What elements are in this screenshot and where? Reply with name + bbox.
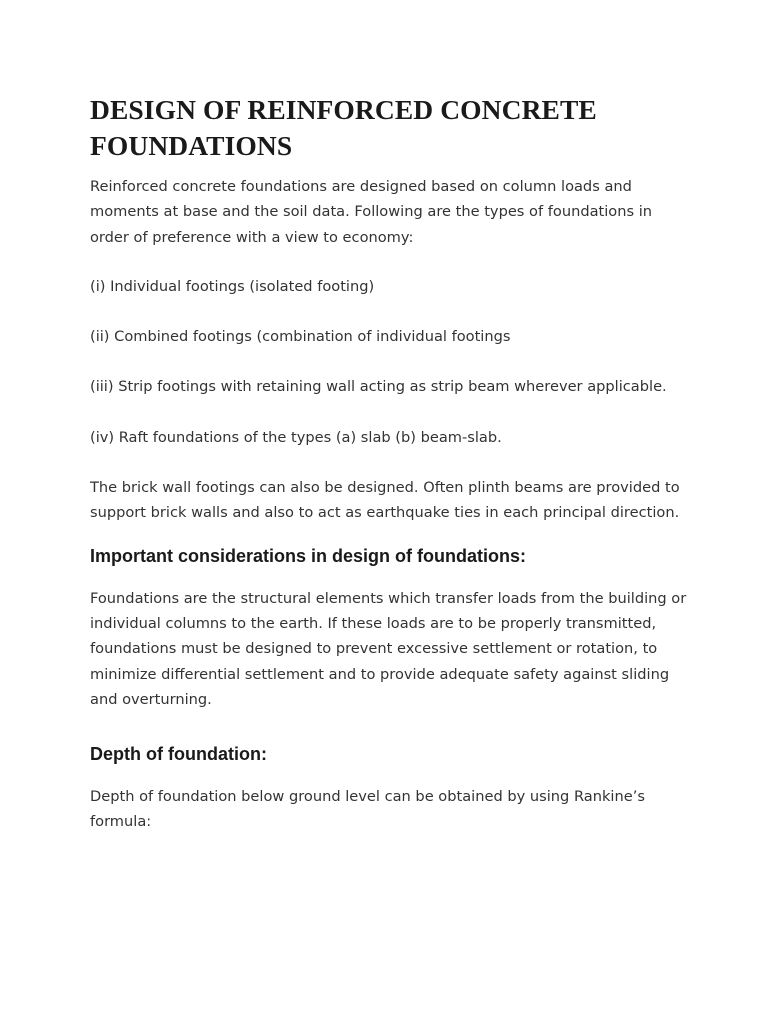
foundation-types-list [90, 274, 690, 450]
intro-paragraph: Reinforced concrete foundations are designed based on column loads and moments at base and the soil data. Following are the types of foundations in order of preference with a view to economy: [90, 178, 653, 246]
foundation-type-item: (i) Individual footings (isolated footing) [90, 277, 375, 295]
foundation-type-item: (iii) Strip footings with retaining wall acting as strip beam wherever applicable. [90, 378, 667, 396]
document-title: DESIGN OF REINFORCED CONCRETE FOUNDATIONS [90, 94, 597, 161]
foundation-type-item: (iv) Raft foundations of the types (a) slab (b) beam-slab. [90, 428, 502, 446]
section-heading-depth: Depth of foundation: [90, 744, 267, 765]
section-body-depth: Depth of foundation below ground level can be obtained by using Rankine’s formula: [90, 788, 645, 831]
section-body-considerations: Foundations are the structural elements which transfer loads from the building or individual columns to the earth. If these loads are to be properly transmitted, foundations must be designed to prevent excessive settlement or rotation, to minimize differential settlement and to provide adequate safety against sliding and overturning. [90, 589, 687, 708]
document-page [90, 92, 690, 860]
foundation-type-item: (ii) Combined footings (combination of individual footings [90, 328, 511, 346]
brick-wall-paragraph: The brick wall footings can also be designed. Often plinth beams are provided to support brick walls and also to act as earthquake ties in each principal direction. [90, 479, 680, 522]
section-heading-considerations: Important considerations in design of foundations: [90, 545, 526, 566]
